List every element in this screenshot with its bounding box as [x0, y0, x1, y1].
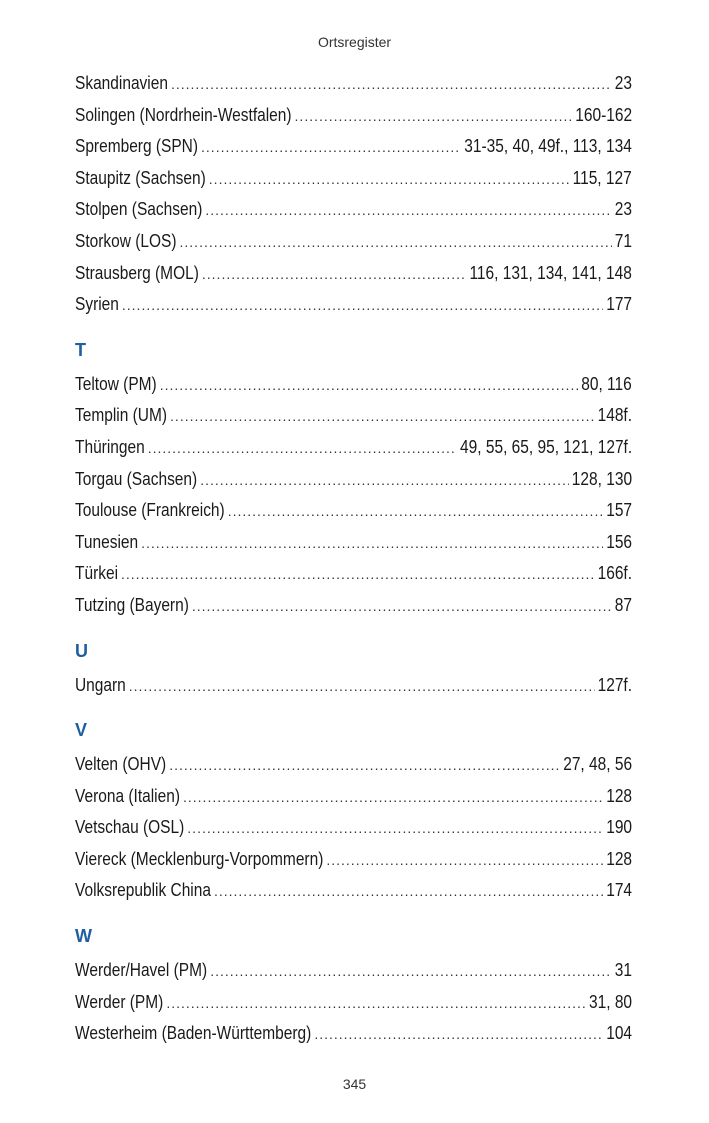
entry-place-name: Teltow (PM)	[75, 373, 157, 394]
entry-page-numbers: 166f.	[597, 563, 632, 584]
entry-page-numbers: 80, 116	[581, 373, 632, 394]
index-entry	[75, 527, 632, 559]
index-entry	[75, 812, 632, 844]
entry-page-numbers: 23	[614, 73, 632, 93]
index-entry	[75, 163, 632, 195]
entry-place-name: Torgau (Sachsen)	[75, 468, 198, 489]
entry-place-name: Staupitz (Sachsen)	[75, 167, 206, 188]
running-header: Ortsregister	[317, 34, 392, 50]
entry-place-name: Thüringen	[75, 436, 145, 457]
entry-place-name: Stolpen (Sachsen)	[75, 199, 203, 220]
index-entry	[75, 495, 632, 527]
section-letter: W	[75, 926, 92, 947]
index-entry	[75, 749, 632, 781]
dot-leader	[187, 813, 603, 845]
index-entry	[75, 558, 632, 590]
dot-leader	[228, 496, 603, 528]
dot-leader	[122, 290, 603, 322]
entry-page-numbers: 23	[614, 199, 632, 220]
dot-leader	[166, 988, 586, 1020]
entry-place-name: Werder (PM)	[75, 991, 164, 1012]
dot-leader	[160, 370, 579, 402]
entry-page-numbers: 115, 127	[572, 167, 632, 188]
index-entry	[75, 289, 632, 321]
section-letter: T	[75, 339, 86, 360]
entry-page-numbers: 49, 55, 65, 95, 121, 127f.	[459, 436, 632, 457]
index-entry	[75, 875, 632, 907]
entry-page-numbers: 148f.	[597, 405, 632, 426]
entry-page-numbers: 31	[614, 960, 632, 981]
entry-page-numbers: 157	[606, 500, 632, 521]
dot-leader	[314, 1019, 603, 1051]
entry-place-name: Türkei	[75, 563, 119, 584]
entry-place-name: Spremberg (SPN)	[75, 136, 199, 157]
entry-place-name: Strausberg (MOL)	[75, 262, 199, 283]
entry-page-numbers: 127f.	[597, 674, 632, 695]
entry-page-numbers: 31-35, 40, 49f., 113, 134	[464, 136, 632, 157]
index-entry	[75, 258, 632, 290]
page-number: 345	[342, 1076, 367, 1092]
entry-place-name: Vetschau (OSL)	[75, 817, 185, 838]
index-entry	[75, 400, 632, 432]
entry-page-numbers: 71	[614, 230, 632, 251]
dot-leader	[210, 956, 612, 988]
entry-place-name: Werder/Havel (PM)	[75, 960, 208, 981]
dot-leader	[200, 465, 569, 497]
dot-leader	[209, 164, 570, 196]
index-section	[75, 68, 632, 321]
index-entry	[75, 464, 632, 496]
dot-leader	[169, 750, 560, 782]
index-entry	[75, 194, 632, 226]
entry-place-name: Viereck (Mecklenburg-Vorpommern)	[75, 848, 324, 869]
entry-place-name: Toulouse (Frankreich)	[75, 500, 225, 521]
entry-place-name: Syrien	[75, 294, 119, 315]
entry-page-numbers: 156	[606, 531, 632, 552]
entry-place-name: Skandinavien	[75, 73, 168, 93]
index-section	[75, 701, 632, 907]
section-letter: V	[75, 720, 88, 741]
entry-page-numbers: 128	[606, 785, 632, 806]
dot-leader	[121, 559, 595, 591]
entry-page-numbers: 190	[606, 817, 632, 838]
dot-leader	[171, 69, 612, 101]
entry-place-name: Westerheim (Baden-Württemberg)	[75, 1023, 312, 1044]
dot-leader	[295, 101, 573, 133]
entry-place-name: Tutzing (Bayern)	[75, 594, 189, 615]
index-entry	[75, 1018, 632, 1050]
entry-page-numbers: 31, 80	[588, 991, 632, 1012]
dot-leader	[326, 845, 603, 877]
place-index-list	[75, 68, 632, 1050]
dot-leader	[202, 259, 467, 291]
index-entry	[75, 369, 632, 401]
dot-leader	[129, 671, 595, 703]
entry-place-name: Velten (OHV)	[75, 754, 167, 775]
section-letter: U	[75, 640, 88, 661]
entry-place-name: Templin (UM)	[75, 405, 168, 426]
entry-page-numbers: 160-162	[575, 104, 632, 125]
index-entry	[75, 955, 632, 987]
entry-page-numbers: 116, 131, 134, 141, 148	[469, 262, 632, 283]
index-entry	[75, 590, 632, 622]
dot-leader	[183, 782, 603, 814]
entry-place-name: Ungarn	[75, 674, 126, 695]
dot-leader	[214, 876, 603, 908]
index-section	[75, 907, 632, 1050]
entry-place-name: Solingen (Nordrhein-Westfalen)	[75, 104, 292, 125]
index-entry	[75, 226, 632, 258]
index-entry	[75, 432, 632, 464]
index-entry	[75, 844, 632, 876]
dot-leader	[180, 227, 612, 259]
entry-page-numbers: 128	[606, 848, 632, 869]
dot-leader	[170, 401, 595, 433]
index-entry	[75, 987, 632, 1019]
entry-place-name: Volksrepublik China	[75, 880, 211, 901]
entry-place-name: Tunesien	[75, 531, 139, 552]
entry-page-numbers: 174	[606, 880, 632, 901]
index-entry	[75, 131, 632, 163]
entry-place-name: Storkow (LOS)	[75, 230, 177, 251]
entry-page-numbers: 128, 130	[571, 468, 632, 489]
index-entry	[75, 68, 632, 100]
dot-leader	[141, 528, 603, 560]
index-section	[75, 622, 632, 702]
entry-page-numbers: 104	[606, 1023, 632, 1044]
dot-leader	[205, 195, 611, 227]
dot-leader	[201, 132, 461, 164]
dot-leader	[192, 591, 612, 623]
index-entry	[75, 781, 632, 813]
entry-place-name: Verona (Italien)	[75, 785, 180, 806]
index-section	[75, 321, 632, 622]
dot-leader	[148, 433, 457, 465]
entry-page-numbers: 177	[606, 294, 632, 315]
index-entry	[75, 100, 632, 132]
index-entry	[75, 670, 632, 702]
entry-page-numbers: 87	[614, 594, 632, 615]
entry-page-numbers: 27, 48, 56	[563, 754, 632, 775]
